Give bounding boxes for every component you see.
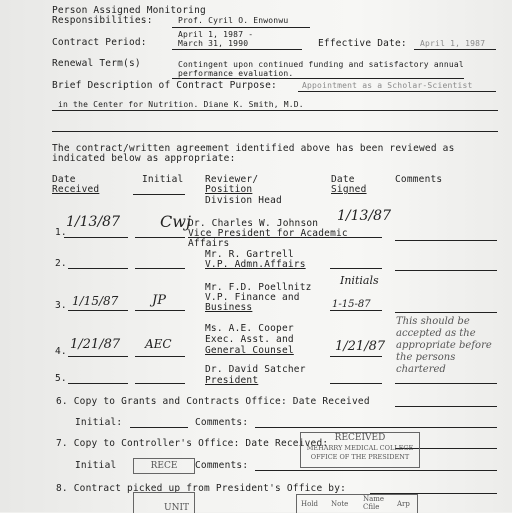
effective-date-value: April 1, 1987 [420,39,486,48]
item-6-comments-label: Comments: [195,417,249,428]
renewal-line-1: Contingent upon continued funding and satisfactory annual [178,60,464,69]
contract-period-label: Contract Period: [52,37,147,48]
row-2-initial-line [135,268,185,269]
received-stamp-line-2: MEHARRY MEDICAL COLLEGE [306,444,414,452]
row-5-reviewer-name: Dr. David Satcher [205,364,306,375]
responsibilities-underline [172,27,310,28]
row-1-reviewer-title-2: Affairs [188,238,230,249]
period-start: April 1, 1987 - [178,30,254,39]
row-3-date-signed: 1-15-87 [332,299,371,310]
lower-stamp-unit: UNIT [164,503,190,513]
brief-underline-3 [52,131,498,132]
row-5-initial-line [135,383,185,384]
col-date-received-2: Received [52,184,100,195]
period-end: March 31, 1990 [178,39,249,48]
row-2-reviewer-title: V.P. Admn.Affairs [205,259,306,270]
item-7: 7. Copy to Controller's Office: Date Received: [56,438,329,449]
row-3-number: 3. [55,300,67,311]
item-7-comments-line [255,470,497,471]
item-7-comments-label: Comments: [195,460,249,471]
item-6-comments-line [255,427,497,428]
row-2-date-line [68,268,128,269]
item-6-initial-line [130,427,188,428]
row-3-initial-line [135,310,185,311]
col-date-signed-2: Signed [331,184,367,195]
row-1-initial: Cwj [160,212,191,231]
routing-hold: Hold [301,500,319,508]
row-2-date-signed-line [330,268,382,269]
brief-value-2: in the Center for Nutrition. Diane K. Smith, M.D. [58,100,304,109]
routing-cfile: Cfile [363,503,380,511]
row-3-date-line [68,310,128,311]
row-3-comments-line [395,312,497,313]
row-4-number: 4. [55,346,67,357]
row-4-reviewer-title-2: General Counsel [205,345,294,356]
row-4-date-line [68,356,128,357]
row-4-reviewer-title: Exec. Asst. and [205,334,294,345]
row-3-date-signed-note: Initials [340,274,379,287]
row-1-comments-line [395,240,497,241]
routing-arp: Arp [397,500,410,508]
item-6: 6. Copy to Grants and Contracts Office: Date Received [56,396,370,407]
col-initial: Initial [142,174,184,185]
col-reviewer-1: Reviewer/ [205,174,259,185]
received-stamp-line-3: OFFICE OF THE PRESIDENT [310,453,410,461]
row-5-comments-line [395,383,497,384]
row-2-reviewer-name: Mr. R. Gartrell [205,249,294,260]
col-date-received-1: Date [52,174,76,185]
row-1-reviewer-title: Vice President for Academic [188,228,348,239]
col-reviewer-2: Position [205,184,253,195]
brief-underline-1 [298,91,496,92]
row-1-date-line [64,237,128,238]
item-6-line [395,406,497,407]
row-4-initial: AEC [145,337,172,351]
row-1-reviewer-name: Dr. Charles W. Johnson [188,218,319,229]
responsibilities-label: Responsibilities: [52,15,153,26]
row-3-initial: JP [152,293,166,308]
brief-value-1: Appointment as a Scholar-Scientist [302,81,473,90]
row-4-date-signed: 1/21/87 [335,339,386,354]
row-5-reviewer-title: President [205,375,259,386]
renewal-underline [172,78,464,79]
row-4-date-received: 1/21/87 [70,337,121,352]
row-4-reviewer-name: Ms. A.E. Cooper [205,323,294,334]
row-2-comments-line [395,270,497,271]
item-7-initial-label: Initial [75,460,117,471]
row-5-date-signed-line [330,383,382,384]
row-4-date-signed-line [330,356,382,357]
row-1-initial-line [135,237,185,238]
row-1-date-signed: 1/13/87 [337,208,391,224]
item-8: 8. Contract picked up from President's Office by: [56,483,347,494]
lower-stamp-box [133,492,195,513]
rece-stamp: RECE [133,458,195,474]
renewal-line-2: performance evaluation. [178,69,294,78]
division-head: Division Head [205,195,282,206]
routing-name: Name [363,495,385,503]
row-1-date-received: 1/13/87 [66,214,120,230]
row-5-number: 5. [55,373,67,384]
routing-stamp [296,494,418,513]
row-1-number: 1. [55,227,67,238]
row-4-comment: This should be accepted as the appropriate before the persons chartered [396,316,492,375]
row-3-reviewer-title-2: Business [205,302,253,313]
row-2-number: 2. [55,258,67,269]
row-5-date-line [68,383,128,384]
effective-date-underline [414,49,496,50]
row-1-date-signed-line [330,237,382,238]
period-underline [172,49,302,50]
review-intro-2: indicated below as appropriate: [52,153,236,164]
received-stamp [300,432,420,468]
responsibilities-value: Prof. Cyril O. Enwonwu [178,16,289,25]
row-3-reviewer-name: Mr. F.D. Poellnitz [205,282,312,293]
row-4-initial-line [135,356,185,357]
row-3-reviewer-title: V.P. Finance and [205,292,300,303]
brief-label: Brief Description of Contract Purpose: [52,80,277,91]
person-label: Person Assigned Monitoring [52,5,206,16]
effective-date-label: Effective Date: [318,38,407,49]
col-date-signed-1: Date [331,174,355,185]
item-6-initial-label: Initial: [75,417,123,428]
row-3-date-signed-line [330,310,382,311]
row-3-date-received: 1/15/87 [72,294,119,308]
routing-note: Note [331,500,349,508]
received-stamp-title: RECEIVED [334,433,386,443]
brief-underline-2 [52,110,498,111]
review-intro-1: The contract/written agreement identified above has been reviewed as [52,143,455,154]
renewal-label: Renewal Term(s) [52,58,141,69]
col-initial-underline [133,194,185,195]
col-comments: Comments [395,174,443,185]
